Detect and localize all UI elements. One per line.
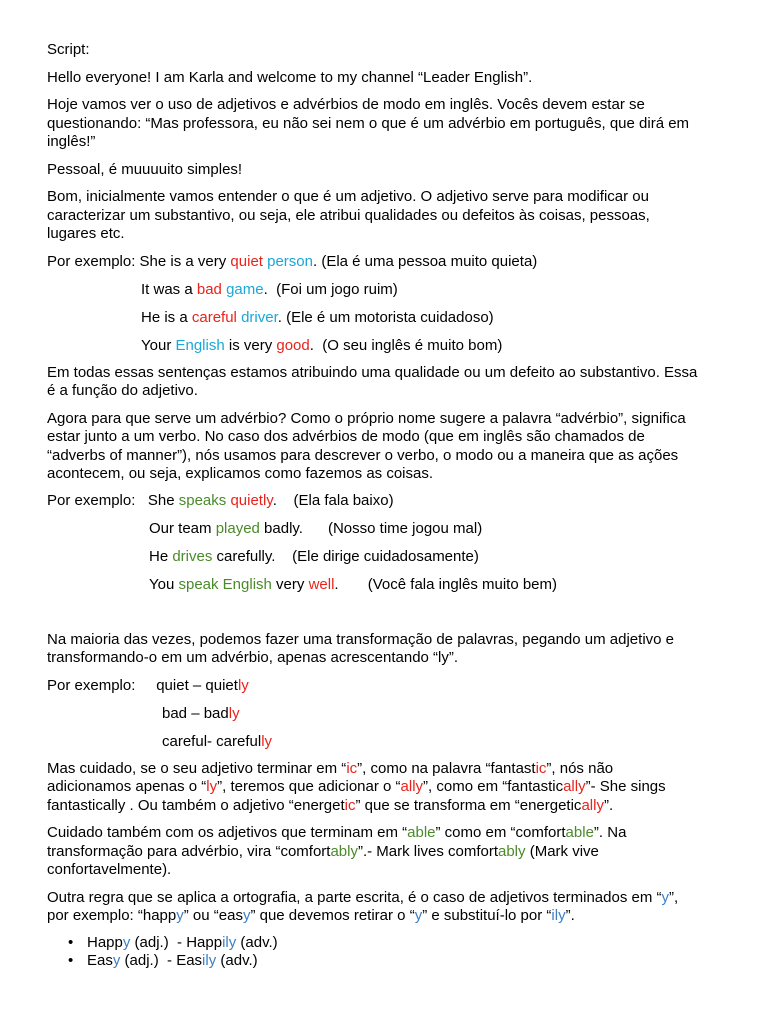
text-run: It was a — [141, 280, 197, 298]
highlighted-word: y — [176, 907, 184, 924]
paragraph-adverb-definition — [47, 410, 727, 484]
adjective-example-line — [47, 281, 727, 299]
adverb-example-line — [47, 576, 727, 594]
paragraph-ic-rule — [47, 760, 727, 816]
highlighted-word: ily — [202, 952, 217, 969]
ly-example-line — [47, 733, 727, 751]
highlighted-word: ic — [344, 796, 356, 814]
text-run: ”, como na palavra “fantast — [357, 759, 536, 777]
text-line — [47, 824, 727, 843]
highlighted-word: driver — [241, 308, 278, 326]
highlighted-word: y — [661, 888, 669, 906]
list-item — [47, 934, 727, 953]
paragraph-adjective-summary — [47, 364, 727, 401]
text-run: . (O seu inglês é muito bom) — [309, 336, 503, 354]
adverb-example-line — [47, 520, 727, 538]
bullet-icon: • — [68, 933, 74, 951]
text-run: badly. (Nosso time jogou mal) — [259, 519, 483, 537]
adverb-example-line — [47, 548, 727, 566]
paragraph-ly-transformation — [47, 631, 727, 668]
text-run: confortavelmente). — [47, 861, 172, 878]
text-line: “adverbs of manner”), nós usamos para descrever o verbo, o modo ou a maneira que as ações — [47, 446, 679, 464]
bullet-icon: • — [68, 952, 74, 969]
text-line: estar junto a um verbo. No caso dos advérbios de modo (que em inglês são chamados de — [47, 428, 645, 445]
text-run: Por exemplo: She is a very — [47, 252, 231, 270]
text-line: Em todas essas sentenças estamos atribuindo uma qualidade ou um defeito ao substantivo. Essa — [47, 363, 698, 381]
text-line: transformando-o em um advérbio, apenas acrescentando “ly”. — [47, 649, 459, 666]
paragraph-y-rule — [47, 889, 727, 926]
text-line: inglês!” — [47, 133, 96, 150]
highlighted-word: ic — [535, 759, 547, 777]
text-run: Mas cuidado, se o seu adjetivo terminar em “ — [47, 759, 347, 777]
adverb-example-line — [47, 492, 727, 510]
adjective-example-line — [47, 337, 727, 355]
text-run: ” e substituí-lo por “ — [422, 907, 552, 924]
text-line — [47, 889, 727, 908]
list-item-text — [87, 952, 258, 969]
text-run: ” como em “comfort — [435, 824, 566, 841]
highlighted-word: ly — [261, 732, 273, 750]
text-run: ”, teremos que adicionar o “ — [217, 778, 401, 795]
highlighted-word: drives — [172, 547, 213, 565]
text-run: He is a — [141, 308, 192, 326]
highlighted-word: quiet — [230, 252, 263, 270]
highlighted-word: ly — [228, 704, 240, 722]
text-line — [47, 861, 727, 880]
text-run: por exemplo: “happ — [47, 907, 177, 924]
adjective-example-line — [47, 309, 727, 327]
text-run: . (Ele é um motorista cuidadoso) — [277, 308, 494, 326]
highlighted-word: ily — [222, 933, 237, 951]
text-line — [47, 797, 727, 816]
text-run: (adj.) - Happ — [130, 933, 223, 951]
text-run: ” ou “eas — [183, 907, 243, 924]
text-run: Por exemplo: quiet – quiet — [47, 676, 238, 694]
text-line — [47, 907, 727, 926]
text-line — [47, 843, 727, 862]
text-run: very — [271, 575, 309, 593]
highlighted-word: y — [122, 933, 131, 951]
adverb-examples — [47, 492, 727, 594]
text-run: ”, nós não — [546, 759, 614, 777]
highlighted-word: quietly — [230, 491, 273, 509]
text-run: ”, como em “fantastic — [423, 778, 564, 795]
highlighted-word: able — [565, 824, 594, 841]
text-run: (adv.) — [236, 933, 278, 951]
highlighted-word: played — [215, 519, 260, 537]
text-run: Por exemplo: She — [47, 491, 179, 509]
text-line: Na maioria das vezes, podemos fazer uma transformação de palavras, pegando um adjetivo e — [47, 630, 675, 648]
text-run: Outra regra que se aplica a ortografia, a parte escrita, é o caso de adjetivos terminados em “ — [47, 888, 662, 906]
text-run: . (Ela é uma pessoa muito quieta) — [313, 252, 538, 270]
text-line: questionando: “Mas professora, eu não sei nem o que é um advérbio em português, que dirá em — [47, 114, 690, 132]
highlighted-word: ally — [400, 778, 424, 795]
highlighted-word: ably — [330, 842, 358, 860]
text-run: Eas — [87, 952, 113, 969]
text-line: Agora para que serve um advérbio? Como o próprio nome sugere a palavra “advérbio”, significa — [47, 409, 686, 427]
highlighted-word: y — [414, 907, 423, 924]
text-run: You — [149, 575, 179, 593]
highlighted-word: ic — [346, 759, 358, 777]
highlighted-word: good — [276, 336, 310, 354]
text-run: is very — [224, 336, 277, 354]
text-run: Cuidado também com os adjetivos que terminam em “ — [47, 824, 408, 841]
script-label: Script: — [47, 41, 90, 58]
highlighted-word: speaks — [178, 491, 227, 509]
text-run: ”.- Mark lives comfort — [357, 842, 498, 860]
ly-examples — [47, 677, 727, 751]
text-line: caracterizar um substantivo, ou seja, ele atribui qualidades ou defeitos às coisas, pessoas, — [47, 206, 650, 224]
document-page — [47, 41, 727, 971]
text-run: . (Você fala inglês muito bem) — [334, 575, 558, 593]
text-run: ”. — [603, 796, 614, 814]
list-item — [47, 952, 727, 971]
paragraph-able-rule — [47, 824, 727, 880]
highlighted-word: ally — [581, 796, 604, 814]
ly-example-line — [47, 705, 727, 723]
text-run: ”. Na — [593, 824, 627, 841]
highlighted-word: y — [242, 907, 251, 924]
text-run: Your — [141, 336, 176, 354]
text-run: (Mark vive — [525, 842, 599, 860]
paragraph-adjective-definition — [47, 188, 727, 244]
bullet-list — [47, 934, 727, 971]
highlighted-word: ily — [551, 907, 566, 924]
text-run: adicionamos apenas o “ — [47, 778, 207, 795]
text-run: . (Ela fala baixo) — [272, 491, 394, 509]
paragraph-simple: Pessoal, é muuuuito simples! — [47, 160, 243, 178]
text-line — [47, 760, 727, 779]
paragraph-intro-adverbs — [47, 96, 727, 152]
text-run: fantastically . Ou também o adjetivo “energet — [47, 796, 345, 814]
highlighted-word: speak English — [178, 575, 272, 593]
highlighted-word: y — [112, 952, 121, 969]
ly-example-line — [47, 677, 727, 695]
highlighted-word: person — [267, 252, 313, 270]
text-run: ”- She sings — [585, 778, 666, 795]
adjective-examples — [47, 253, 727, 355]
text-run: ”. — [565, 907, 575, 924]
text-line: é a função do adjetivo. — [47, 382, 198, 399]
text-run: (adj.) - Eas — [120, 952, 203, 969]
highlighted-word: careful — [191, 308, 237, 326]
highlighted-word: ally — [563, 778, 586, 795]
highlighted-word: game — [226, 280, 264, 298]
highlighted-word: ably — [498, 842, 526, 860]
text-run: Happ — [87, 933, 123, 951]
highlighted-word: ly — [237, 676, 249, 694]
text-run: ”, — [669, 888, 679, 906]
text-run: ” que devemos retirar o “ — [250, 907, 415, 924]
text-run: (adv.) — [216, 952, 258, 969]
text-run: Our team — [149, 519, 216, 537]
highlighted-word: well — [308, 575, 335, 593]
highlighted-word: able — [407, 824, 436, 841]
text-run: ” que se transforma em “energetic — [355, 796, 582, 814]
highlighted-word: English — [175, 336, 225, 354]
text-line: lugares etc. — [47, 225, 125, 242]
text-run: careful- careful — [162, 732, 262, 750]
adjective-example-line — [47, 253, 727, 271]
highlighted-word: bad — [196, 280, 222, 298]
intro-line: Hello everyone! I am Karla and welcome to my channel “Leader English”. — [47, 68, 533, 86]
text-run: He — [149, 547, 173, 565]
text-line — [47, 778, 727, 797]
text-line: Hoje vamos ver o uso de adjetivos e advérbios de modo em inglês. Vocês devem estar se — [47, 96, 645, 113]
text-line: Bom, inicialmente vamos entender o que é um adjetivo. O adjetivo serve para modificar ou — [47, 188, 649, 205]
text-line: acontecem, ou seja, explicamos como fazemos as coisas. — [47, 465, 434, 482]
text-run: transformação para advérbio, vira “comfort — [47, 842, 331, 860]
text-run: carefully. (Ele dirige cuidadosamente) — [212, 547, 479, 565]
text-run: . (Foi um jogo ruim) — [263, 280, 398, 298]
text-run: bad – bad — [162, 704, 229, 722]
highlighted-word: ly — [206, 778, 218, 795]
list-item-text — [87, 934, 278, 951]
